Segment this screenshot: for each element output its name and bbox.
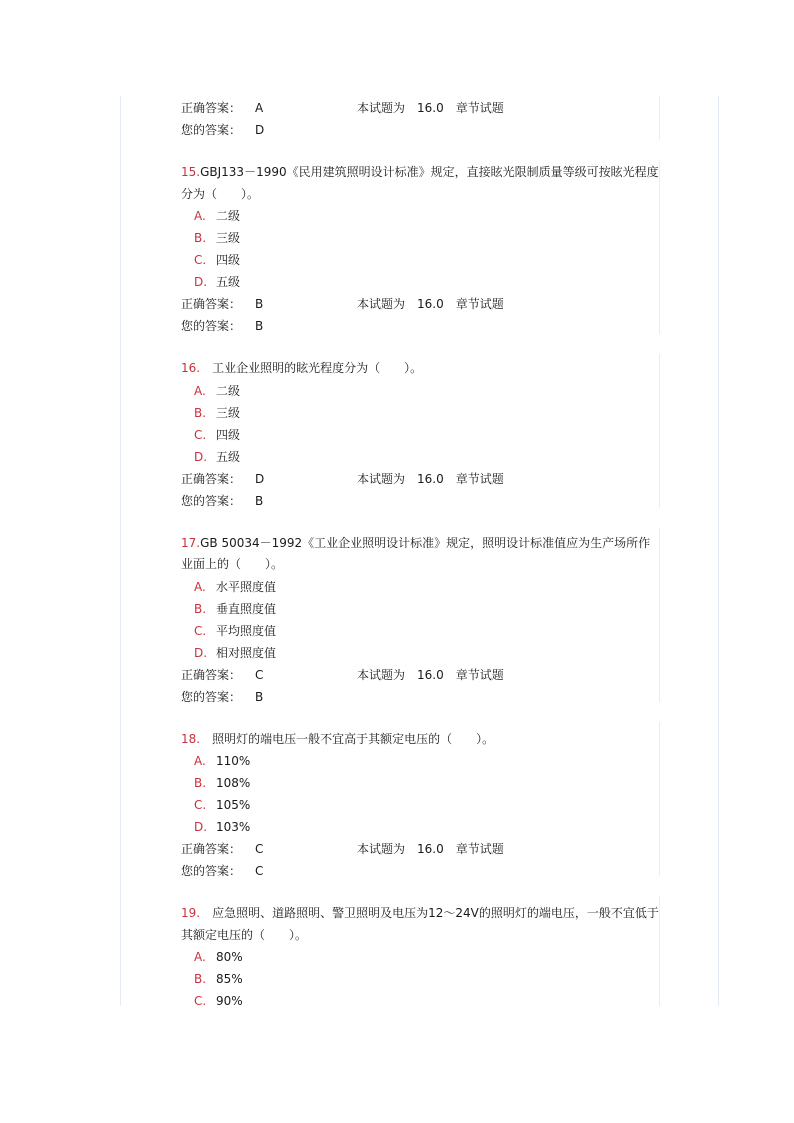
option-a [181,750,661,772]
option-text: 四级 [216,253,241,267]
question-text: 应急照明、道路照明、警卫照明及电压为12～24V的照明灯的端电压，一般不宜低于其额定电压的（ ）。 [181,906,659,942]
option-letter: D. [194,275,208,289]
correct-answer-value: D [255,471,265,486]
correct-answer-value: C [255,667,264,682]
option-letter: C. [194,994,207,1008]
your-answer-row [181,686,661,708]
option-d [181,446,661,468]
question-stem [181,729,661,751]
option-letter: D. [194,645,208,660]
option-letter: A. [194,383,206,398]
option-text: 三级 [216,405,241,420]
option-b [181,772,661,794]
your-answer-value: B [255,689,264,704]
option-letter: A. [194,754,206,768]
option-c [181,620,661,642]
option-d [181,642,661,664]
option-letter: B. [194,601,207,616]
your-answer-label: 您的答案： [181,864,242,878]
question-stem [181,162,661,205]
option-text: 110% [216,754,251,768]
option-text: 二级 [216,383,241,398]
option-letter: A. [194,579,206,594]
your-answer-label: 您的答案： [181,493,242,508]
option-b [181,968,661,990]
option-letter: B. [194,972,207,986]
question-stem [181,903,661,946]
answer-block-14 [181,97,661,141]
option-letter: B. [194,776,207,790]
option-text: 二级 [216,209,241,223]
option-letter: B. [194,405,207,420]
score-text: 本试题为 16.0 章节试题 [357,471,504,486]
question-stem [181,358,661,380]
option-a [181,380,661,402]
correct-answer-row [181,838,661,860]
question-number: 16. [181,361,201,375]
score-text: 本试题为 16.0 章节试题 [357,101,504,115]
option-letter: D. [194,820,208,834]
option-text: 85% [216,972,243,986]
option-letter: C. [194,623,207,638]
option-text: 五级 [216,275,241,289]
option-c [181,990,661,1012]
option-text: 垂直照度值 [216,601,277,616]
option-text: 四级 [216,427,241,442]
question-text: GB 50034－1992《工业企业照明设计标准》规定，照明设计标准值应为生产场所作业面上的（ ）。 [181,535,651,571]
option-letter: A. [194,950,206,964]
score-text: 本试题为 16.0 章节试题 [357,667,504,682]
option-text: 三级 [216,231,241,245]
correct-answer-label: 正确答案： [181,842,242,856]
score-text: 本试题为 16.0 章节试题 [357,842,504,856]
option-text: 108% [216,776,251,790]
option-text: 90% [216,994,243,1008]
your-answer-row [181,490,661,512]
your-answer-row [181,860,661,882]
question-18 [181,729,661,883]
option-letter: B. [194,231,207,245]
your-answer-row [181,315,661,337]
option-a [181,946,661,968]
option-c [181,249,661,271]
your-answer-row [181,119,661,141]
option-text: 103% [216,820,251,834]
correct-answer-row [181,664,661,686]
option-letter: A. [194,209,206,223]
your-answer-value: D [255,123,265,137]
question-16 [181,358,661,512]
question-text: 照明灯的端电压一般不宜高于其额定电压的（ ）。 [200,731,495,746]
right-frame-border [718,96,719,1006]
correct-answer-value: B [255,297,264,311]
option-text: 80% [216,950,243,964]
correct-answer-label: 正确答案： [181,297,242,311]
option-text: 水平照度值 [216,579,277,594]
question-number: 18. [181,731,201,746]
question-text: GBJ133－1990《民用建筑照明设计标准》规定，直接眩光限制质量等级可按眩光程度分为（ ）。 [181,165,659,201]
option-text: 105% [216,798,251,812]
your-answer-value: C [255,864,264,878]
correct-answer-label: 正确答案： [181,471,242,486]
option-b [181,598,661,620]
option-c [181,424,661,446]
question-number: 17. [181,535,201,550]
option-letter: C. [194,427,207,442]
option-letter: D. [194,449,208,464]
your-answer-label: 您的答案： [181,319,242,333]
question-17 [181,533,661,708]
correct-answer-value: C [255,842,264,856]
correct-answer-label: 正确答案： [181,667,242,682]
your-answer-label: 您的答案： [181,689,242,704]
left-frame-border [120,96,121,1006]
question-number: 15. [181,165,201,179]
option-letter: C. [194,798,207,812]
question-19 [181,903,661,1012]
question-number: 19. [181,906,201,920]
option-letter: C. [194,253,207,267]
question-list [181,97,661,1012]
question-15 [181,162,661,337]
option-text: 相对照度值 [216,645,277,660]
your-answer-label: 您的答案： [181,123,242,137]
question-text: 工业企业照明的眩光程度分为（ ）。 [200,361,423,375]
option-text: 五级 [216,449,241,464]
option-d [181,271,661,293]
option-b [181,227,661,249]
option-text: 平均照度值 [216,623,277,638]
option-a [181,205,661,227]
option-d [181,816,661,838]
option-b [181,402,661,424]
correct-answer-row [181,293,661,315]
option-a [181,576,661,598]
correct-answer-row [181,97,661,119]
your-answer-value: B [255,319,264,333]
question-stem [181,533,661,576]
correct-answer-value: A [255,101,264,115]
score-text: 本试题为 16.0 章节试题 [357,297,504,311]
option-c [181,794,661,816]
correct-answer-label: 正确答案： [181,101,242,115]
your-answer-value: B [255,493,264,508]
correct-answer-row [181,468,661,490]
